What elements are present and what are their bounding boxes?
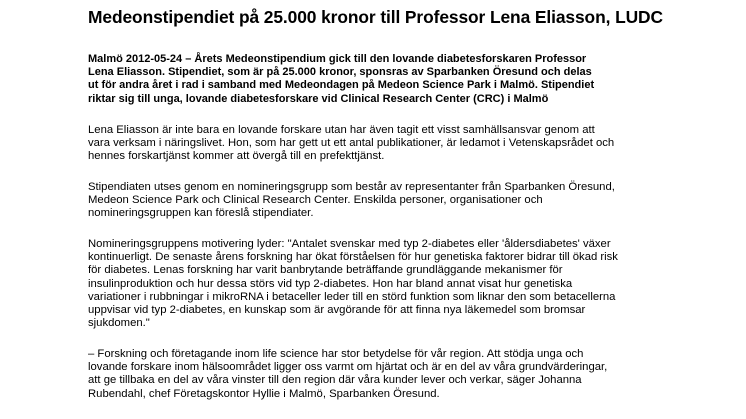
body-paragraph-2 [88, 181, 615, 221]
paragraph-line: insulinproduktion och hur dessa störs vid typ 2-diabetes. Hon har bland annat visat hur genetiska [88, 277, 573, 290]
paragraph-line: Rubendahl, chef Företagskontor Hyllie i Malmö, Sparbanken Öresund. [88, 387, 440, 400]
lead-paragraph [88, 53, 594, 106]
body-paragraph-4 [88, 348, 607, 401]
paragraph-line: kontinuerligt. De senaste årens forskning har ökat förståelsen för hur genetiska faktorer bidrar till ökad risk [88, 251, 618, 264]
paragraph-line: vara verksam i näringslivet. Hon, som har gett ut ett antal publikationer, är ledamot i Vetenskapsrådet och [88, 137, 615, 150]
document-title: Medeonstipendiet på 25.000 kronor till Professor Lena Eliasson, LUDC [88, 7, 663, 27]
paragraph-line: uppvisar vid typ 2-diabetes, en kunskap som är avgörande för att finna nya läkemedel som bromsar [88, 304, 586, 317]
paragraph-line: Stipendiaten utses genom en nomineringsgrupp som består av representanter från Sparbanken Öresund, [88, 181, 615, 193]
paragraph-line: nomineringsgruppen kan föreslå stipendiater. [88, 207, 314, 220]
lead-line: Malmö 2012-05-24 – Årets Medeonstipendium gick till den lovande diabetesforskaren Professor [88, 53, 587, 65]
paragraph-line: Medeon Science Park och Clinical Research Center. Enskilda personer, organisationer och [88, 194, 543, 207]
paragraph-line: hennes forskartjänst kommer att övergå till en prefekttjänst. [88, 150, 385, 163]
body-paragraph-1 [88, 124, 614, 164]
lead-line: ut för andra året i rad i samband med Medeondagen på Medeon Science Park i Malmö. Stipendiet [88, 79, 595, 92]
lead-line: Lena Eliasson. Stipendiet, som är på 25.000 kronor, sponsras av Sparbanken Öresund och delas [88, 66, 592, 79]
paragraph-line: för diabetes. Lenas forskning har varit banbrytande beträffande grundläggande mekanismer för [88, 264, 563, 277]
paragraph-line: att ge tillbaka en del av våra vinster till den region där våra kunder lever och verkar, säger Johanna [88, 374, 582, 387]
paragraph-line: sjukdomen." [88, 317, 150, 330]
paragraph-line: Lena Eliasson är inte bara en lovande forskare utan har även tagit ett visst samhällsansvar genom att [88, 124, 595, 136]
body-paragraph-3 [88, 238, 618, 330]
paragraph-line: – Forskning och företagande inom life science har stor betydelse för vår region. Att stödja unga och [88, 348, 584, 360]
paragraph-line: variationer i rubbningar i mikroRNA i betaceller leder till en störd funktion som liknar den som betacellerna [88, 290, 616, 303]
paragraph-line: lovande forskare inom hälsoområdet ligger oss varmt om hjärtat och är en del av våra grundvärderingar, [88, 361, 608, 374]
paragraph-line: Nomineringsgruppens motivering lyder: "Antalet svenskar med typ 2-diabetes eller 'åldersdiabetes' växer [88, 238, 611, 250]
lead-line: riktar sig till unga, lovande diabetesforskare vid Clinical Research Center (CRC) i Malmö [88, 92, 549, 105]
